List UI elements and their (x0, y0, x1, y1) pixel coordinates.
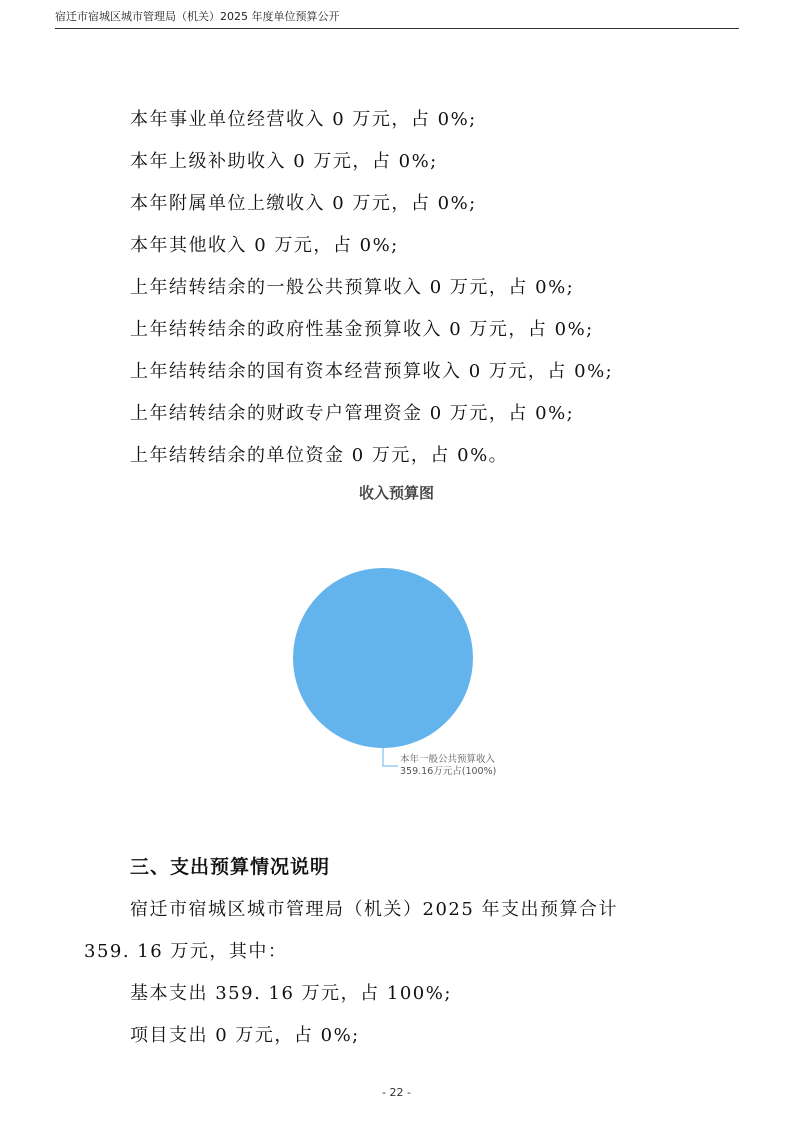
page-number: - 22 - (382, 1086, 411, 1099)
income-pie-chart (0, 540, 793, 800)
income-line-business: 本年事业单位经营收入 0 万元，占 0%; (130, 109, 477, 130)
pie-leader-line (383, 748, 398, 766)
income-line-affiliated-units: 本年附属单位上缴收入 0 万元，占 0%; (130, 193, 477, 214)
income-line-carryover-state-capital: 上年结转结余的国有资本经营预算收入 0 万元，占 0%; (130, 361, 614, 382)
income-line-carryover-general: 上年结转结余的一般公共预算收入 0 万元，占 0%; (130, 277, 575, 298)
pie-label-name: 本年一般公共预算收入 (400, 754, 496, 765)
pie-slice-general-budget-income (293, 568, 473, 748)
income-line-superior-subsidy: 本年上级补助收入 0 万元，占 0%; (130, 151, 438, 172)
expenditure-basic: 基本支出 359. 16 万元，占 100%; (130, 983, 452, 1004)
section-heading-expenditure: 三、支出预算情况说明 (130, 856, 331, 878)
expenditure-intro-line1: 宿迁市宿城区城市管理局（机关）2025 年支出预算合计 (130, 899, 619, 920)
page-header: 宿迁市宿城区城市管理局（机关）2025 年度单位预算公开 (55, 8, 739, 29)
income-line-carryover-unit-funds: 上年结转结余的单位资金 0 万元，占 0%。 (130, 445, 509, 466)
income-line-carryover-special-account: 上年结转结余的财政专户管理资金 0 万元，占 0%; (130, 403, 575, 424)
pie-label-value: 359.16万元占(100%) (400, 766, 497, 777)
income-line-carryover-fund: 上年结转结余的政府性基金预算收入 0 万元，占 0%; (130, 319, 594, 340)
chart-title: 收入预算图 (358, 484, 434, 502)
expenditure-intro-line2: 359. 16 万元，其中： (84, 941, 288, 962)
expenditure-project: 项目支出 0 万元，占 0%; (130, 1025, 360, 1046)
income-line-other: 本年其他收入 0 万元，占 0%; (130, 235, 399, 256)
